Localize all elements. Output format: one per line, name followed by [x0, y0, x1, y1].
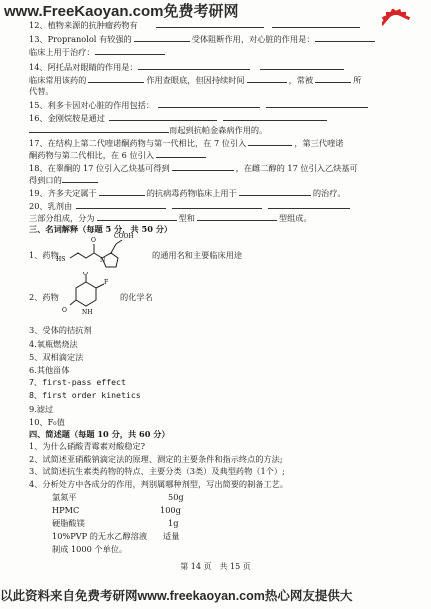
mol-label-n: N [100, 257, 106, 264]
term-9: 9.滤过 [29, 404, 54, 414]
question-20-cont: 三部分组成，分为 型和 型组成。 [29, 213, 312, 223]
mol-label-o-top: O [83, 272, 88, 277]
section-3-heading: 三、名词解释（每题 5 分，共 50 分） [29, 224, 173, 234]
formula-item-4-name: 10%PVP 的无水乙醇溶液 [52, 531, 148, 541]
term-1-suffix: 的通用名和主要临床用途 [152, 250, 243, 260]
short-answer-4: 4、分析处方中各成分的作用，判别属哪种剂型，写出简要的制备工艺。 [29, 479, 289, 489]
term-4: 4.氧瓶燃烧法 [29, 339, 78, 349]
short-answer-3: 3、试简述抗生素类药物的特点、主要分类（3类）及典型药物（1个）; [29, 466, 285, 476]
term-2-prefix: 2、药物 [29, 292, 59, 302]
formula-item-3-amount: 1g [168, 518, 179, 528]
mol-label-f: F [104, 279, 109, 286]
question-13: 13、Propranolol 有较强的 受体阻断作用，对心脏的作用是： [29, 33, 375, 44]
question-20: 20、乳剂由 [29, 200, 350, 211]
question-17: 17、在结构上第二代喹诺酮药物与第一代相比，在 7 位引入 ，第三代喹诺 [29, 138, 344, 148]
short-answer-2: 2、试简述亚硝酸钠滴定法的原理、测定的主要条件和指示终点的方法; [29, 454, 283, 464]
question-16-cont: 而起到抗帕金森病作用的。 [29, 124, 267, 135]
question-14: 14、阿托品对眼睛的作用是： [29, 61, 344, 72]
fluorouracil-structure-icon [62, 272, 118, 316]
mol-label-cooh: COOH [114, 233, 134, 240]
term-6: 6.其他甾体 [29, 365, 70, 375]
term-5: 5、双相滴定法 [29, 352, 84, 362]
formula-item-1-name: 氯氮平 [52, 492, 77, 502]
formula-item-2-name: HPMC [52, 505, 80, 515]
question-18-cont: 得到口的 [29, 174, 98, 185]
watermark-top: www.FreeKaoyan.com免费考研网 [4, 3, 239, 20]
formula-item-2-amount: 100g [160, 505, 181, 515]
term-10: 10、F₀值 [29, 417, 65, 427]
question-19: 19、齐多夫定属于 的抗病毒药物临床上用于 的治疗。 [29, 188, 346, 198]
term-7: 7、first-pass effect [29, 377, 126, 387]
formula-item-4-amount: 适量 [163, 531, 180, 541]
watermark-bottom: 以此资料来自免费考研网www.freekaoyan.com热心网友提供大 [0, 589, 353, 603]
question-13-cont: 临床上用于治疗： [29, 46, 165, 57]
question-12: 12、植物来源的抗肿瘤药物有 [29, 19, 360, 30]
question-18: 18、在睾酮的 17 位引入乙炔基可得到 ，在雌二醇的 17 位引入乙炔基可 [29, 163, 358, 173]
formula-item-1-amount: 50g [168, 492, 184, 502]
mol-label-nh: NH [82, 309, 93, 316]
term-1-prefix: 1、药物 [29, 250, 59, 260]
short-answer-1: 1、为什么硝酸青霉素对酸稳定? [29, 441, 146, 451]
question-15: 15、利多卡因对心脏的作用包括： [29, 99, 368, 110]
captopril-structure-icon [56, 228, 138, 270]
question-14-cont: 临床常用该药的 作用查眼底，但因持续时间 ，常被 所 [29, 75, 362, 85]
question-14-end: 代替。 [29, 86, 54, 96]
mol-label-o-bottom: O [62, 307, 67, 314]
term-3: 3、受体的拮抗剂 [29, 325, 92, 335]
mol-label-o: O [91, 237, 96, 244]
section-4-heading: 四、简述题（每题 10 分，共 60 分） [29, 429, 170, 439]
question-17-cont: 酮药物与第二代相比，在 6 位引入 [29, 149, 206, 160]
mol-label-hs: HS [56, 256, 66, 263]
formula-item-3-name: 硬脂酸镁 [52, 518, 85, 528]
page-number: 第 14 页 共 15 页 [180, 562, 251, 571]
term-8: 8、first order kinetics [29, 390, 141, 400]
term-2-suffix: 的化学名 [120, 292, 153, 302]
formula-note: 制成 1000 个单位。 [52, 544, 128, 554]
question-16: 16、金刚烷胺是通过 [29, 112, 327, 123]
fan-logo-icon [382, 2, 412, 28]
